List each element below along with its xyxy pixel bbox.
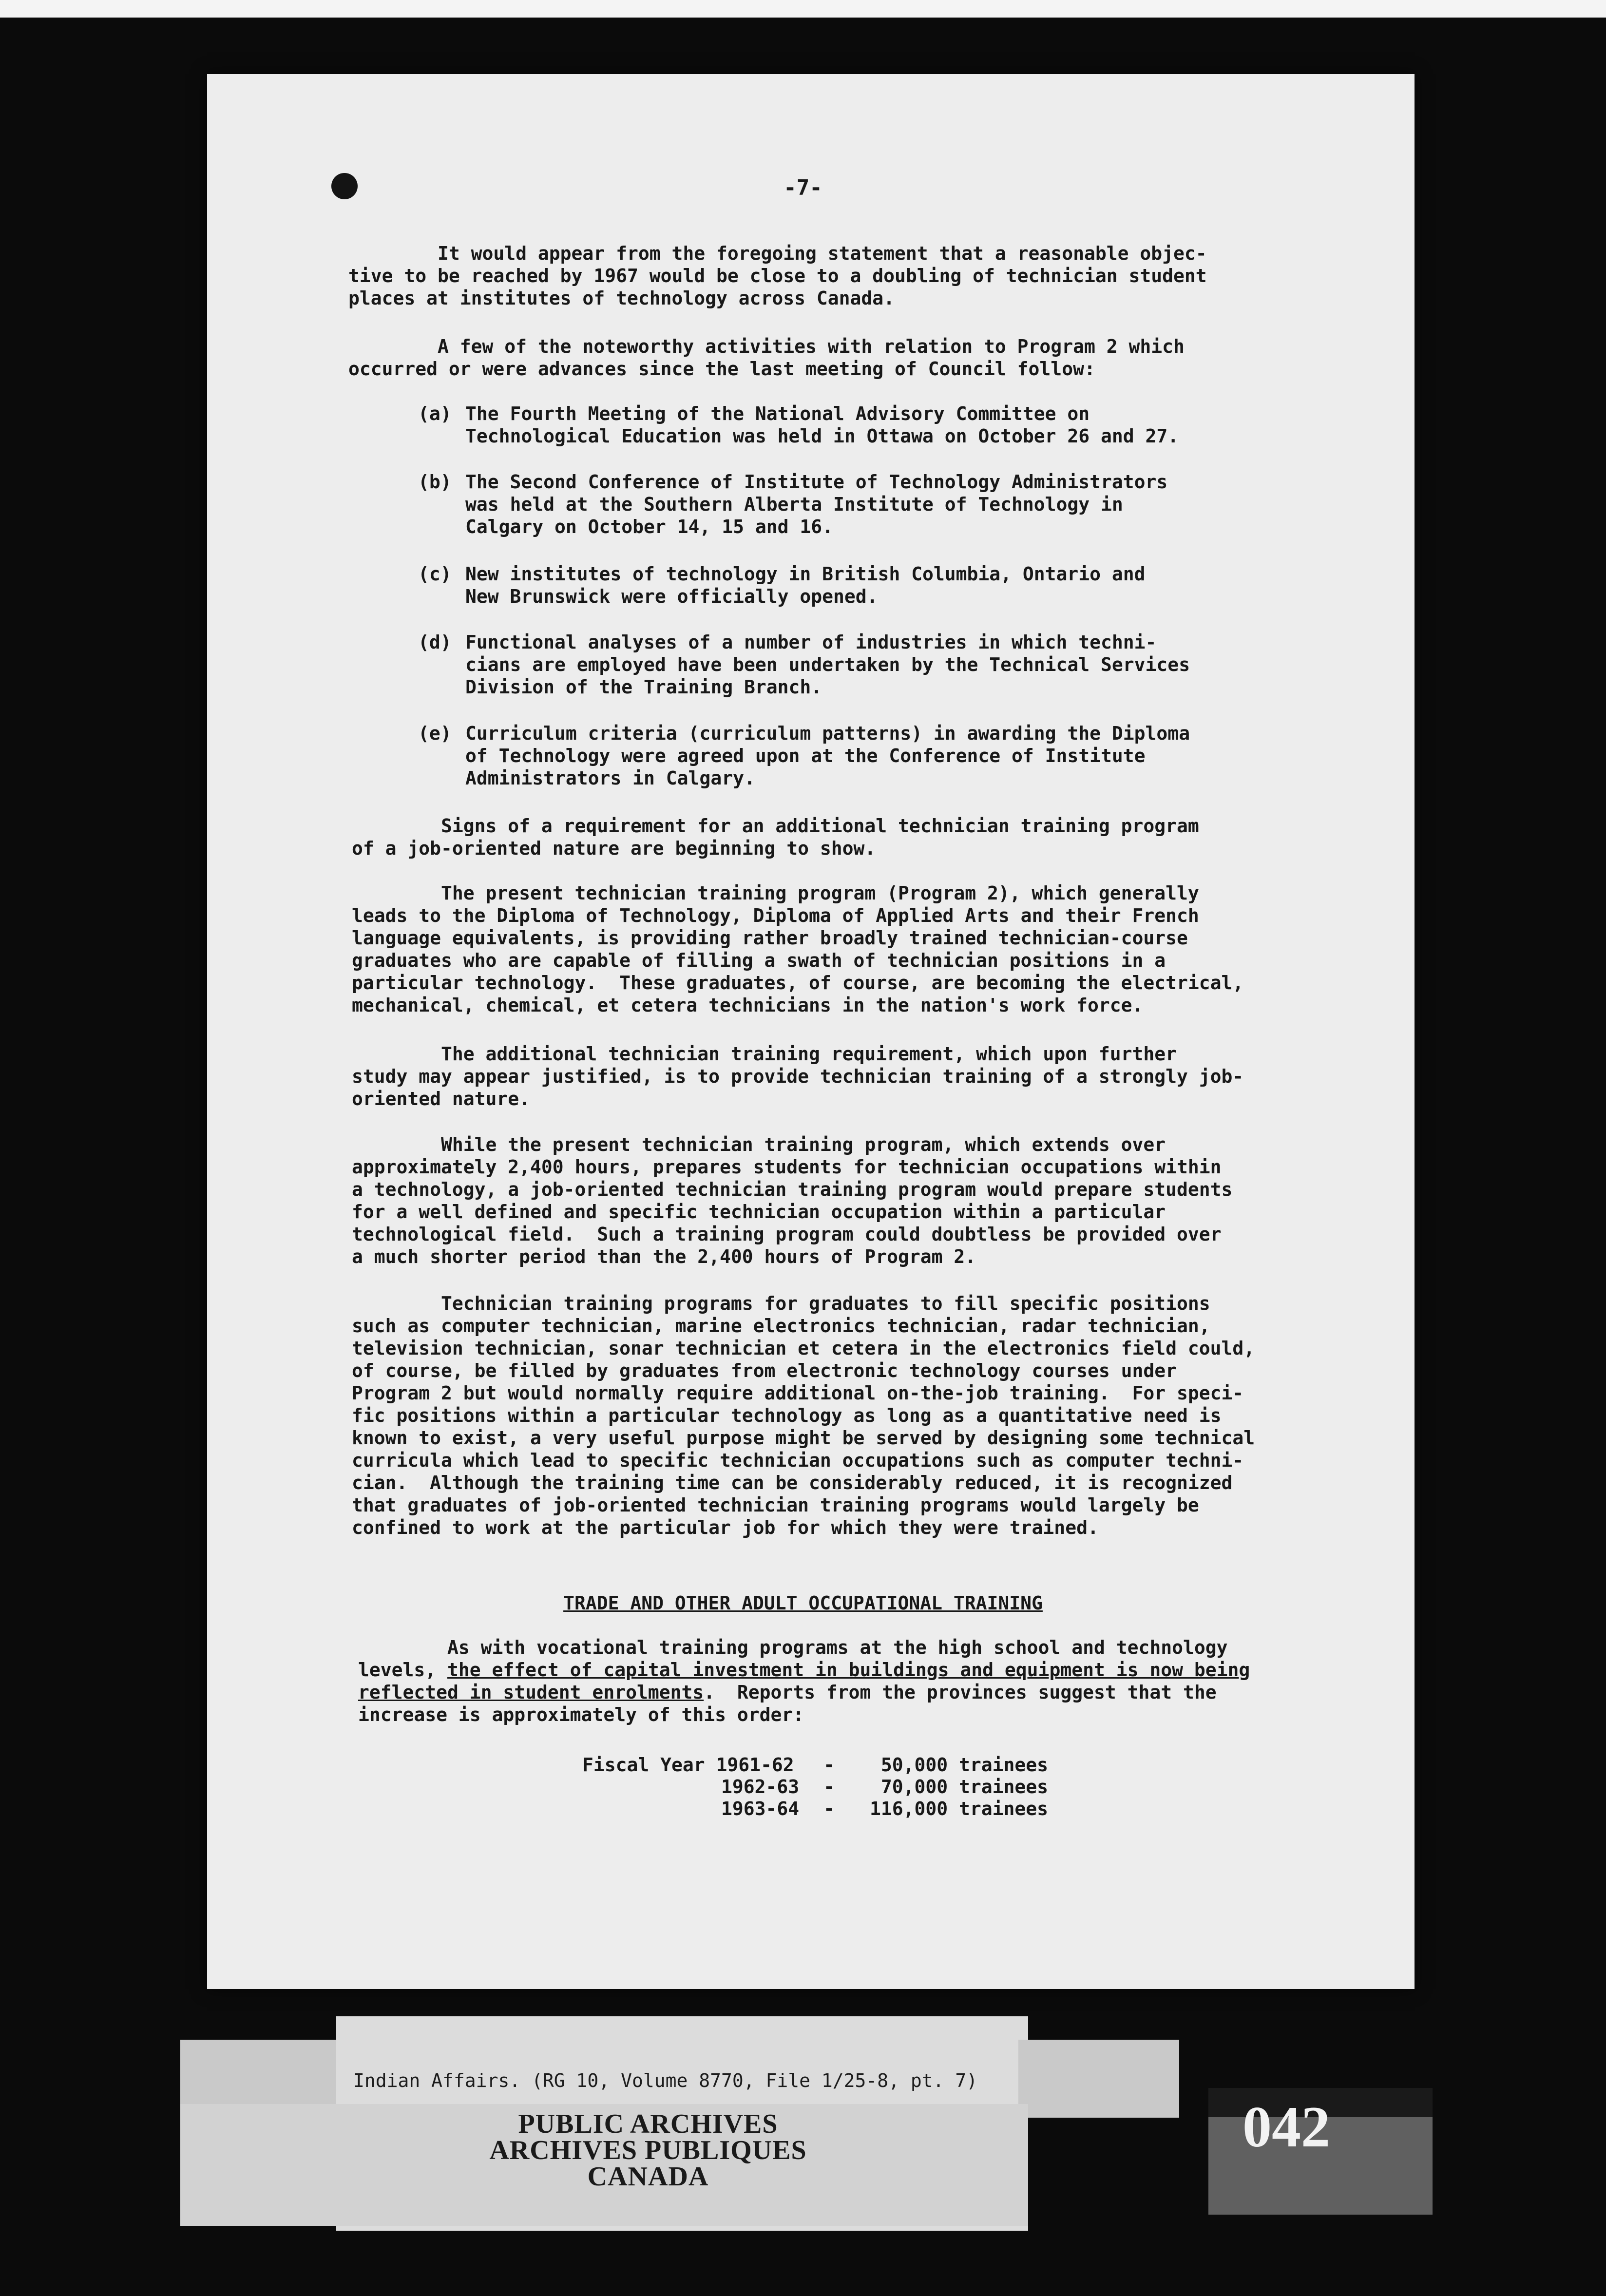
list-item-text: Curriculum criteria (curriculum patterns) in awarding the Diploma of Technology were agreed upon at the Conference of Institute Administrators in Calgary.	[465, 723, 1190, 789]
intro-line-2-plain: levels,	[358, 1659, 448, 1681]
intro-line-2-underlined: the effect of capital investment in buildings and equipment is now being	[447, 1659, 1250, 1681]
film-top-border	[0, 0, 1606, 18]
intro-line-4: increase is approximately of this order:	[358, 1704, 804, 1725]
page-number: -7-	[784, 175, 822, 200]
row-dash: -	[823, 1798, 835, 1819]
frame-number-stamp	[1208, 2088, 1433, 2215]
section-heading: TRADE AND OTHER ADULT OCCUPATIONAL TRAINING	[563, 1592, 1043, 1614]
paragraph-objective: It would appear from the foregoing statement that a reasonable objec- tive to be reached by 1967 would be close to a doubling of technician student places at institutes of technology across Canada.	[348, 243, 1207, 309]
fiscal-year-label: Fiscal Year 1961-62	[582, 1754, 794, 1776]
trainee-count: 70,000 trainees	[870, 1776, 1049, 1798]
paragraph-additional-requirement: The additional technician training requirement, which upon further study may appear justified, is to provide technician training of a strongly job- oriented nature.	[352, 1043, 1244, 1110]
row-dash: -	[823, 1754, 835, 1776]
section-intro	[358, 1636, 1250, 1726]
trainee-count: 116,000 trainees	[870, 1798, 1049, 1819]
list-item-text: Functional analyses of a number of industries in which techni- cians are employed have been undertaken by the Technical Services Division of the Training Branch.	[465, 631, 1190, 698]
fiscal-year-label: 1962-63	[721, 1776, 800, 1798]
list-item-label: (b)	[418, 471, 452, 493]
paragraph-present-program: The present technician training program (Program 2), which generally leads to the Diploma of Technology, Diploma of Applied Arts and their French language equivalents, is providing rather broadly trained technician-course graduates who are capable of filling a swath of technician positions in a particular technology. These graduates, of course, are becoming the electrical, mechanical, chemical, et cetera technicians in the nation's work force.	[352, 882, 1244, 1016]
intro-line-1: As with vocational training programs at the high school and technology	[358, 1637, 1228, 1658]
list-item-label: (e)	[418, 723, 452, 744]
list-item-text: New institutes of technology in British Columbia, Ontario and New Brunswick were officially opened.	[465, 563, 1146, 607]
row-dash: -	[823, 1776, 835, 1798]
trainee-count: 50,000 trainees	[870, 1754, 1049, 1776]
archive-stamp-line-1: PUBLIC ARCHIVES	[518, 2109, 778, 2139]
list-item-label: (d)	[418, 631, 452, 653]
paragraph-job-oriented: While the present technician training program, which extends over approximately 2,400 hours, prepares students for technician occupations within a technology, a job-oriented technician training program would prepare students for a well defined and specific technician occupation within a particular technological field. Such a training program could doubtless be provided over a much shorter period than the 2,400 hours of Program 2.	[352, 1134, 1233, 1267]
intro-line-3-underlined: reflected in student enrolments	[358, 1682, 704, 1703]
intro-line-3-plain: . Reports from the provinces suggest that the	[704, 1682, 1217, 1703]
archive-stamp-line-3: CANADA	[587, 2162, 709, 2192]
frame-number-text: 042	[1243, 2094, 1330, 2159]
list-item-label: (a)	[418, 403, 452, 424]
archive-stamp-line-2: ARCHIVES PUBLIQUES	[489, 2135, 807, 2165]
fiscal-year-label: 1963-64	[721, 1798, 800, 1819]
paragraph-requirement-signs: Signs of a requirement for an additional technician training program of a job-oriented nature are beginning to show.	[352, 815, 1199, 859]
archive-citation: Indian Affairs. (RG 10, Volume 8770, File 1/25-8, pt. 7)	[353, 2070, 978, 2091]
archive-label-tab-right	[1018, 2040, 1179, 2118]
paragraph-activities-intro: A few of the noteworthy activities with relation to Program 2 which occurred or were advances since the last meeting of Council follow:	[348, 336, 1185, 380]
list-item-label: (c)	[418, 563, 452, 585]
list-item-text: The Fourth Meeting of the National Advisory Committee on Technological Education was held in Ottawa on October 26 and 27.	[465, 403, 1179, 447]
paragraph-specific-positions: Technician training programs for graduates to fill specific positions such as computer technician, marine electronics technician, radar technician, television technician, sonar technician et cetera in the electronics field could, of course, be filled by graduates from electronic technology courses under Program 2 but would normally require additional on-the-job training. For speci- fic positions within a particular technology as long as a quantitative need is known to exist, a very useful purpose might be served by designing some technical curricula which lead to specific technician occupations such as computer techni- cian. Although the training time can be considerably reduced, it is recognized that graduates of job-oriented technician training programs would largely be confined to work at the particular job for which they were trained.	[352, 1293, 1255, 1538]
list-item-text: The Second Conference of Institute of Technology Administrators was held at the Southern Alberta Institute of Technology in Calgary on October 14, 15 and 16.	[465, 471, 1168, 537]
